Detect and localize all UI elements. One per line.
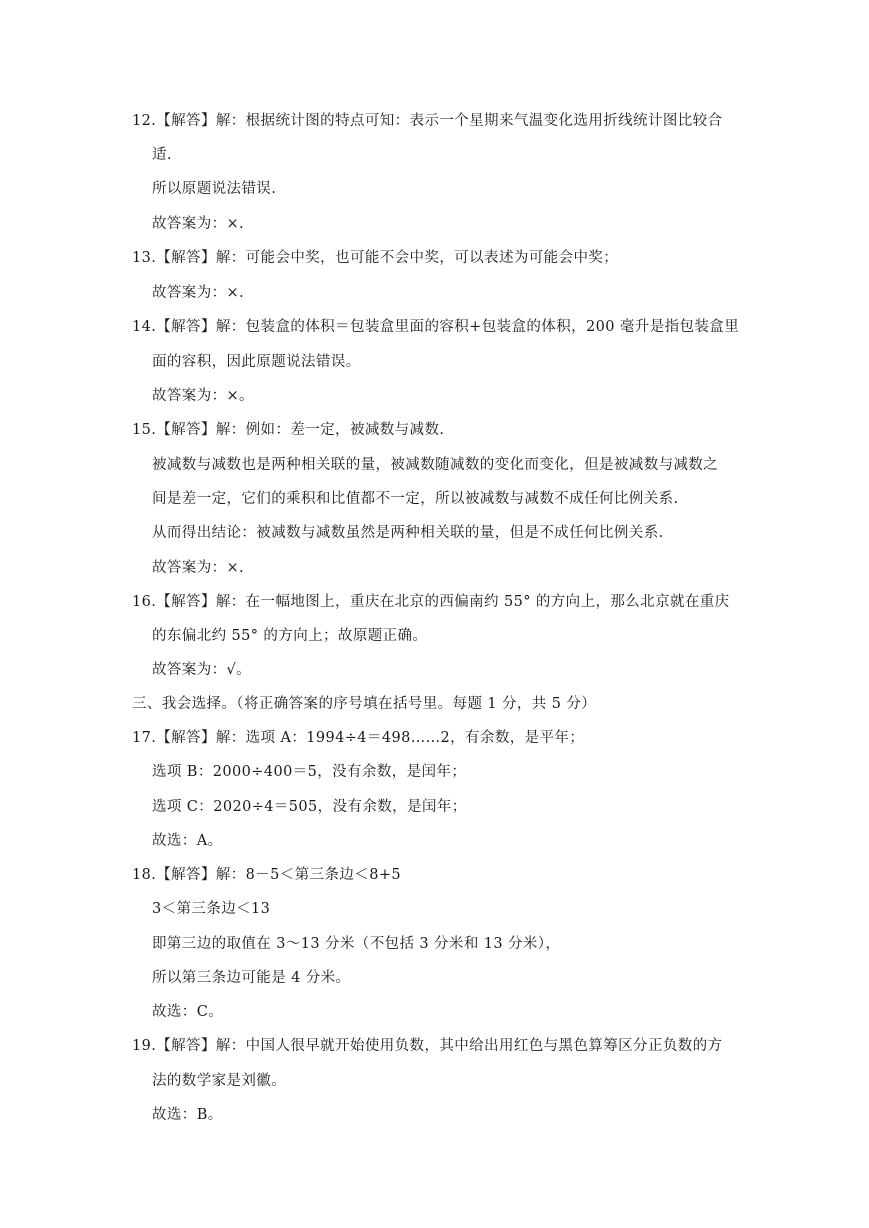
answer-16-line-1: 16.【解答】解：在一幅地图上，重庆在北京的西偏南约 55° 的方向上，那么北京就在重庆 xyxy=(132,594,730,610)
answer-12-line-2: 适. xyxy=(152,147,172,163)
answer-13-result: 故答案为：×. xyxy=(152,285,245,301)
answer-18-line-4: 所以第三条边可能是 4 分米。 xyxy=(152,970,351,986)
answer-14-line-2: 面的容积，因此原题说法错误。 xyxy=(152,354,361,370)
answer-15-result: 故答案为：×. xyxy=(152,560,245,576)
answer-19-result: 故选：B。 xyxy=(152,1107,223,1123)
answer-17-result: 故选：A。 xyxy=(152,833,223,849)
answer-16-result: 故答案为：√。 xyxy=(152,662,252,678)
answer-18-line-3: 即第三边的取值在 3～13 分米（不包括 3 分米和 13 分米）， xyxy=(152,936,561,952)
answer-16-line-2: 的东偏北约 55° 的方向上；故原题正确。 xyxy=(152,628,428,644)
answer-15-line-1: 15.【解答】解：例如：差一定，被减数与减数. xyxy=(132,422,445,438)
answer-18-line-1: 18.【解答】解：8－5＜第三条边＜8+5 xyxy=(132,867,402,883)
answer-17-line-1: 17.【解答】解：选项 A：1994÷4＝498……2，有余数，是平年； xyxy=(132,730,585,746)
answer-15-line-4: 从而得出结论：被减数与减数虽然是两种相关联的量，但是不成任何比例关系. xyxy=(152,525,664,541)
answer-12-result: 故答案为：×. xyxy=(152,216,245,232)
answer-17-line-3: 选项 C：2020÷4＝505，没有余数，是闰年； xyxy=(152,799,467,815)
section-heading: 三、我会选择。（将正确答案的序号填在括号里。每题 1 分，共 5 分） xyxy=(132,696,597,712)
answer-15-line-2: 被减数与减数也是两种相关联的量，被减数随减数的变化而变化，但是被减数与减数之 xyxy=(152,457,719,473)
answer-13-line-1: 13.【解答】解：可能会中奖，也可能不会中奖，可以表述为可能会中奖； xyxy=(132,250,619,266)
answer-12-line-1: 12.【解答】解：根据统计图的特点可知：表示一个星期来气温变化选用折线统计图比较合 xyxy=(132,113,723,129)
answer-12-line-3: 所以原题说法错误. xyxy=(152,181,277,197)
answer-14-result: 故答案为：×。 xyxy=(152,388,254,404)
answer-17-line-2: 选项 B：2000÷400＝5，没有余数，是闰年； xyxy=(152,764,467,780)
answer-15-line-3: 间是差一定，它们的乘积和比值都不一定，所以被减数与减数不成任何比例关系. xyxy=(152,491,679,507)
answer-19-line-2: 法的数学家是刘徽。 xyxy=(152,1073,287,1089)
answer-18-line-2: 3＜第三条边＜13 xyxy=(152,901,271,917)
answer-18-result: 故选：C。 xyxy=(152,1004,224,1020)
answer-19-line-1: 19.【解答】解：中国人很早就开始使用负数，其中给出用红色与黑色算筹区分正负数的方 xyxy=(132,1038,723,1054)
answer-14-line-1: 14.【解答】解：包装盒的体积＝包装盒里面的容积+包装盒的体积，200 毫升是指包装盒里 xyxy=(132,319,740,335)
